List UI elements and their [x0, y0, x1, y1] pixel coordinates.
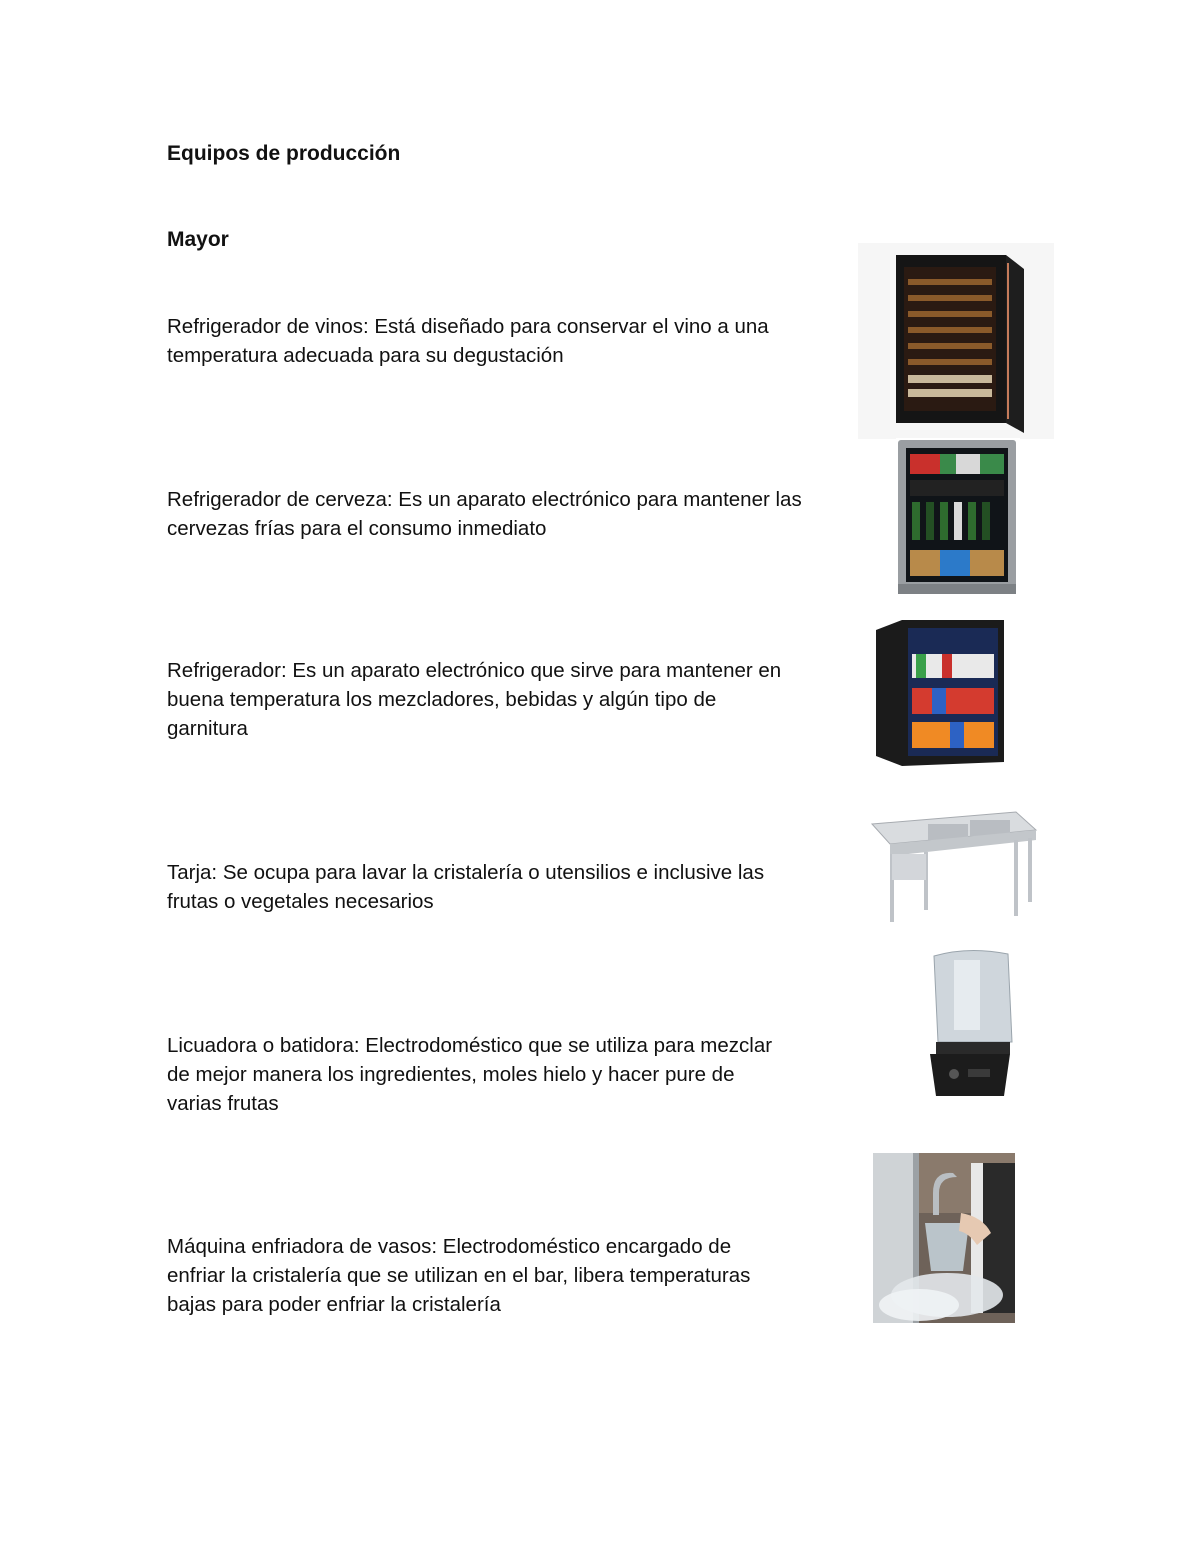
page-title: Equipos de producción	[167, 142, 401, 165]
beer-fridge-image	[896, 438, 1020, 598]
item-text: Refrigerador de cerveza: Es un aparato electrónico para mantener las cervezas frías para el consumo inmediato	[167, 488, 802, 540]
wine-fridge-image	[858, 243, 1054, 439]
item-description-sink	[167, 858, 872, 916]
item-text: Refrigerador: Es un aparato electrónico que sirve para mantener en buena temperatura los mezcladores, bebidas y algún tipo de garnitura	[167, 659, 782, 740]
item-text: Tarja: Se ocupa para lavar la cristalería o utensilios e inclusive las frutas o vegetales necesarios	[167, 861, 765, 913]
item-description-wine-fridge	[167, 312, 872, 370]
item-description-blender	[167, 1031, 872, 1118]
item-description-glass-chiller	[167, 1232, 872, 1319]
item-text: Refrigerador de vinos: Está diseñado para conservar el vino a una temperatura adecuada para su degustación	[167, 315, 769, 367]
item-description-drinks-fridge	[167, 656, 872, 743]
sink-image	[866, 806, 1040, 930]
section-title: Mayor	[167, 228, 229, 251]
drinks-fridge-image	[872, 618, 1008, 768]
blender-image	[918, 946, 1018, 1102]
item-text: Máquina enfriadora de vasos: Electrodoméstico encargado de enfriar la cristalería que se utilizan en el bar, libera temperaturas bajas para poder enfriar la cristalería	[167, 1235, 751, 1316]
item-text: Licuadora o batidora: Electrodoméstico que se utiliza para mezclar de mejor manera los ingredientes, moles hielo y hacer pure de varias frutas	[167, 1034, 773, 1115]
item-description-beer-fridge	[167, 485, 872, 543]
glass-chiller-image	[873, 1153, 1015, 1323]
